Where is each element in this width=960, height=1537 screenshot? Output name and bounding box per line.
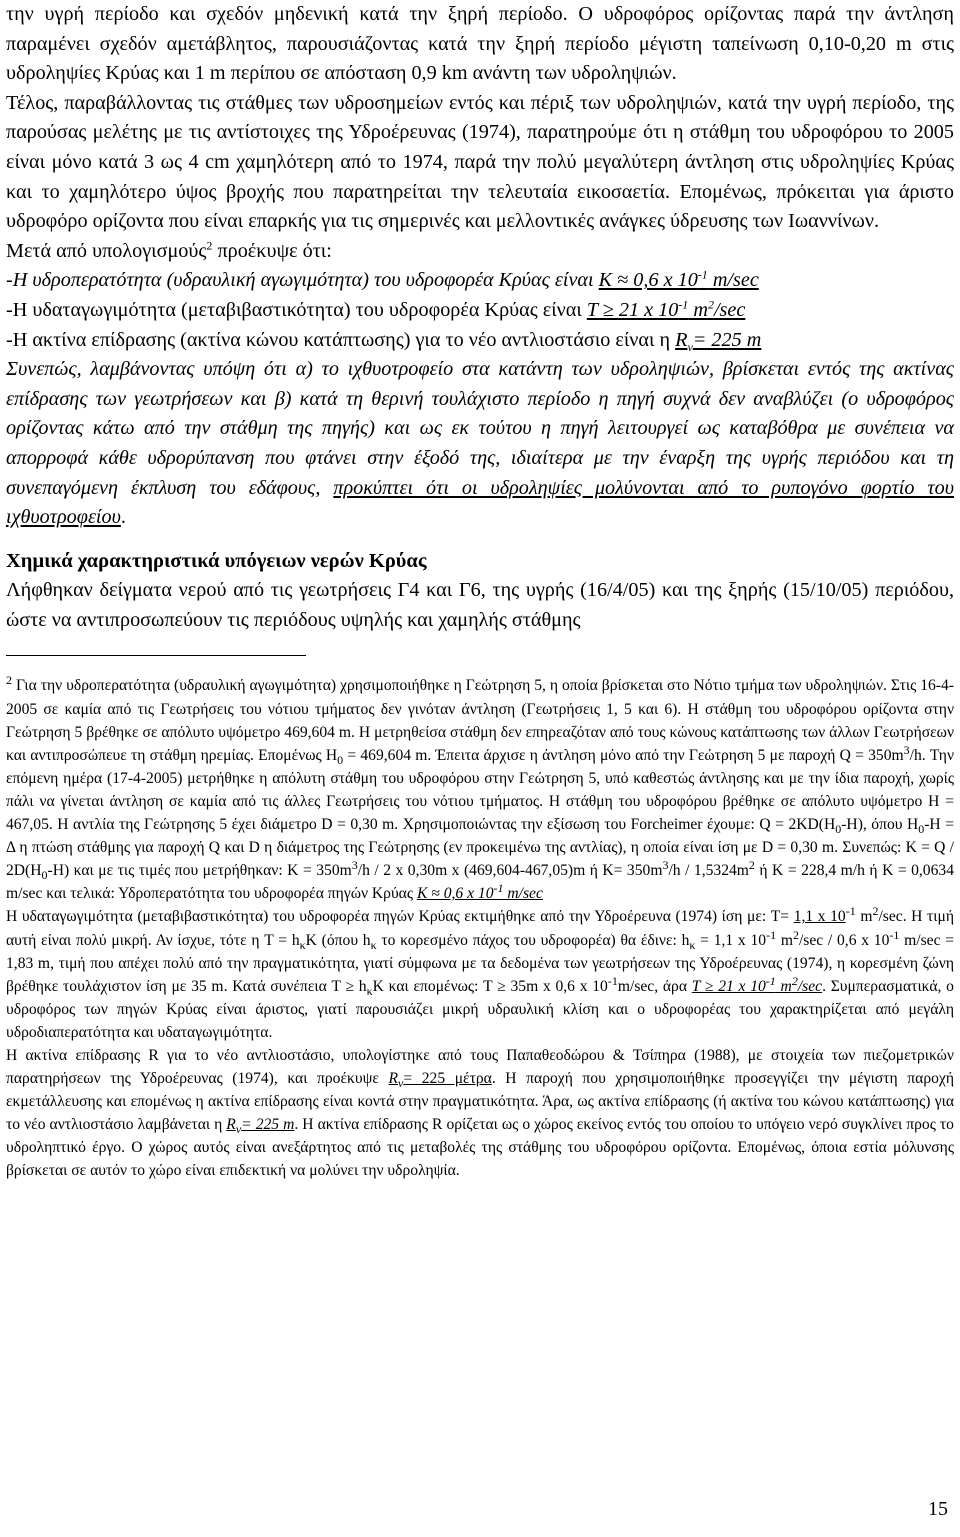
- paragraph-4: Συνεπώς, λαμβάνοντας υπόψη ότι α) το ιχθυοτροφείο στα κατάντη των υδροληψιών, βρίσκεται εντός της ακτίνας επίδρασης των γεωτρήσεων και β) κατά τη θερινή τουλάχιστο περίοδο η πηγή συχνά δεν αναβλύζει (ο υδροφόρος ορίζοντας κάτω από την στάθμη της πηγής) και ως εκ τούτου η πηγή λειτουργεί ως καταβόθρα με συνέπεια να απορροφά κάθε υδρορύπανση που φτάνει στην έξοδό της, ιδιαίτερα με την έναρξη της υγρής περιόδου και τη συνεπαγόμενη έκπλυση του εδάφους, προκύπτει ότι οι υδροληψίες μολύνονται από το ρυπογόνο φορτίο του ιχθυοτροφείου.: [6, 358, 955, 529]
- main-text: [6, 0, 954, 635]
- footnote-divider: [6, 655, 306, 656]
- paragraph-2: Τέλος, παραβάλλοντας τις στάθμες των υδροσημείων εντός και πέριξ των υδροληψιών, κατά την υγρή περίοδο, της παρούσας μελέτης με τις αντίστοιχες της Υδροέρευνας (1974), παρατηρούμε ότι η στάθμη του υδροφόρου το 2005 είναι μόνο κατά 3 ως 4 cm χαμηλότερη από το 1974, παρά την πολύ μεγαλύτερη άντληση στις υδροληψίες Κρύας και το χαμηλότερο ύψος βροχής που παρατηρείται την τελευταία εικοσαετία. Επομένως, πρόκειται για άριστο υδροφόρο ορίζοντα που είναι επαρκής για τις σημερινές και μελλοντικές ανάγκες ύδρευσης των Ιωαννίνων.: [6, 91, 954, 233]
- result-line-k: -Η υδροπερατότητα (υδραυλική αγωγιμότητα) του υδροφορέα Κρύας είναι K ≈ 0,6 x $10^{-1}$ m/sec: [6, 267, 759, 292]
- footnote-body: $^2$ Για την υδροπερατότητα (υδραυλική αγωγιμότητα) χρησιμοποιήθηκε η Γεώτρηση 5, η οποία βρίσκεται στο Νότιο τμήμα των υδροληψιών. Στις 16-4-2005 σε καμία από τις Γεωτρήσεις του νότιου τμήματος δεν γινόταν άντληση (Γεωτρήσεις 1, 5 και 6). Η στάθμη του υδροφόρου ορίζοντα στην Γεώτρηση 5 βρέθηκε σε απόλυτο υψόμετρο 469,604 m. Η μετρηθείσα στάθμη δεν επηρεαζόταν από τους κώνους κατάπτωσης των άλλων Γεωτρήσεων και αντιπροσώπευε τη στάθμη ηρεμίας. Επομένως $H_0 = 469,604$ m. Έπειτα άρχισε η άντληση μόνο από την Γεώτρηση 5 με παροχή $Q = 350m^3/h$. Την επόμενη ημέρα (17-4-2005) μετρήθηκε η απόλυτη στάθμη του υδροφόρου στην Γεώτρηση 5, υπό καθεστώς άντλησης και με την ίδια παροχή, χωρίς πάλι να γίνεται άντληση σε καμία από τις άλλες Γεωτρήσεις του νότιου τμήματος. Η στάθμη του υδροφόρου βρέθηκε σε απόλυτο υψόμετρο H = 467,05. Η αντλία της Γεώτρησης 5 έχει διάμετρο D = 0,30 m. Χρησιμοποιώντας την εξίσωση του Forcheimer έχουμε: $Q = 2KD(H_0-H)$, όπου $H_0-H = \Delta$ η πτώση στάθμης για παροχή Q και D η διάμετρος της Γεώτρησης (εν προκειμένω της αντλίας), η οποία είναι ίση με D = 0,30 m. Συνεπώς: $K = Q / 2D(H_0-H)$ και με τις τιμές που μετρήθηκαν: $K = 350m^3/h / 2$ x 0,30m x (469,604-467,05)m ή $K= 350m^3/h / 1,5324m^2$ ή K = 228,4 m/h ή K = 0,0634 m/sec και τελικά: Υδροπερατότητα του υδροφορέα πηγών Κρύας K ≈ 0,6 x $10^{-1}$ m/sec: [6, 673, 955, 903]
- result-line-r: -Η ακτίνα επίδρασης (ακτίνα κώνου κατάπτωσης) για το νέο αντλιοστάσιο είναι η $R_v= 225$ m: [6, 328, 762, 354]
- paragraph-3: Μετά από υπολογισμούς$^2$ προέκυψε ότι:: [6, 238, 332, 262]
- section-heading: Χημικά χαρακτηριστικά υπόγειων νερών Κρύας: [6, 549, 427, 572]
- footnote: [6, 674, 954, 1182]
- footnote-body-3: Η ακτίνα επίδρασης R για το νέο αντλιοστάσιο, υπολογίστηκε από τους Παπαθεοδώρου & Τσίπηρα (1988), με στοιχεία των πιεζομετρικών παρατηρήσεων της Υδροέρευνας (1974), και προέκυψε $R_v= 225$ μέτρα. Η παροχή που χρησιμοποιήθηκε προσεγγίζει την μέγιστη παροχή εκμετάλλευσης και επομένως η ακτίνα επίδρασης είναι κοντά στην πραγματικότητα. Άρα, ως ακτίνα επίδρασης (ή ακτίνα του κώνου κατάπτωσης) για το νέο αντλιοστάσιο λαμβάνεται η $R_v= 225$ m. Η ακτίνα επίδρασης R ορίζεται ως ο χώρος εκείνος εντός του οποίου το υπόγειο νερό συγκλίνει προς το υδροληπτικό έργο. Ο χώρος αυτός είναι ανεξάρτητος από τις μεταβολές της στάθμης του υδροφόρου ορίζοντα. Επομένως, όποια εστία μόλυνσης βρίσκεται σε αυτόν το χώρο είναι επιδεκτική να μολύνει την υδροληψία.: [6, 1046, 954, 1180]
- footnote-body-2: Η υδαταγωγιμότητα (μεταβιβαστικότητα) του υδροφορέα πηγών Κρύας εκτιμήθηκε από την Υδροέρευνα (1974) ίση με: T= 1,1 x $10^{-1}$ $m^2/\sec$. Η τιμή αυτή είναι πολύ μικρή. Αν ίσχυε, τότε η $T = h_\kappa K$ (όπου $h_\kappa$ το κορεσμένο πάχος του υδροφορέα) θα έδινε: $h_\kappa = 1,1$ x $10^{-1}$ $m^2/\sec / 0,6$ x $10^{-1}$ m/sec = 1,83 m, τιμή που απέχει πολύ από την πραγματικότητα, γιατί σύμφωνα με τα δεδομένα των γεωτρήσεων της Υδροέρευνας (1974), η κορεσμένη ζώνη βρέθηκε τουλάχιστον ίση με 35 m. Κατά συνέπεια $T \ge h_\kappa K$ και επομένως: T ≥ 35m x 0,6 x $10^{-1}m/\sec$, άρα T ≥ 21 x $10^{-1}$ $m^2/\sec$. Συμπερασματικά, ο υδροφόρος των πηγών Κρύας είναι άριστος, γιατί παρουσιάζει μικρή υδραυλική κλίση και ο υδροφορέας του χαρακτηρίζεται από μεγάλη υδροδιαπερατότητα και υδαταγωγιμότητα.: [6, 904, 955, 1041]
- document-page: [6, 0, 954, 1183]
- result-line-t: -Η υδαταγωγιμότητα (μεταβιβαστικότητα) του υδροφορέα Κρύας είναι T ≥ 21 x $10^{-1}$ $m^2/\sec$: [6, 297, 746, 321]
- paragraph-1: την υγρή περίοδο και σχεδόν μηδενική κατά την ξηρή περίοδο. Ο υδροφόρος ορίζοντας παρά την άντληση παραμένει σχεδόν αμετάβλητος, παρουσιάζοντας κατά την ξηρή περίοδο μέγιστη ταπείνωση 0,10-0,20 m στις υδροληψίες Κρύας και 1 m περίπου σε απόσταση 0,9 km ανάντη των υδροληψιών.: [6, 3, 954, 85]
- paragraph-5: Λήφθηκαν δείγματα νερού από τις γεωτρήσεις Γ4 και Γ6, της υγρής (16/4/05) και της ξηρής (15/10/05) περιόδου, ώστε να αντιπροσωπεύουν τις περιόδους υψηλής και χαμηλής στάθμης: [6, 579, 954, 631]
- page-number: 15: [928, 1498, 948, 1520]
